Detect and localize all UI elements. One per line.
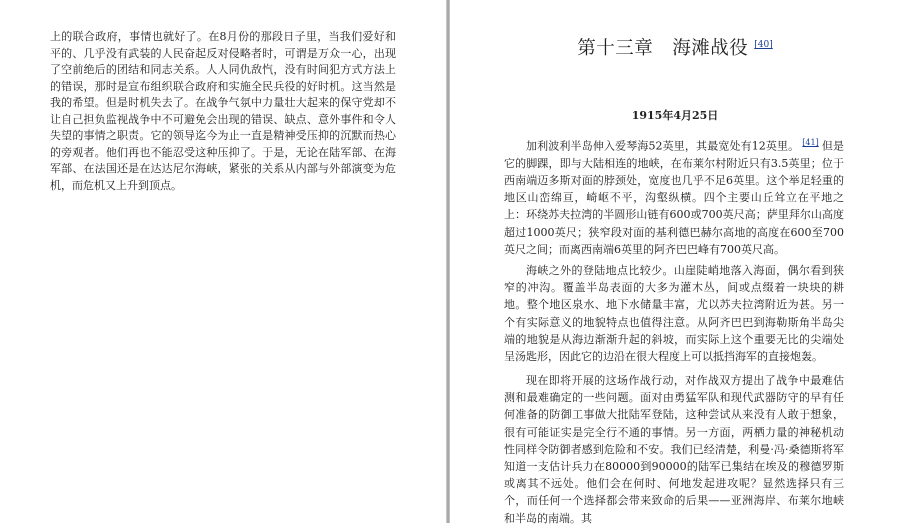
chapter-title [450,34,900,60]
chapter-title-text: 第十三章 海滩战役 [577,38,749,59]
chapter-footnote-link[interactable]: [40] [754,39,773,50]
footnote-link-41[interactable]: [41] [802,138,819,147]
paragraph-2: 海峡之外的登陆地点比较少。山崖陡峭地落入海面，偶尔看到狭窄的冲沟。覆盖半岛表面的大多为灌木丛，间或点缀着一块块的耕地。整个地区泉水、地下水储量丰富，尤以苏夫拉湾附近为甚。另一个有实际意义的地貌特点也值得注意。从阿齐巴巴到海勒斯角半岛尖端的地貌是从海边渐渐升起的斜坡，而实际上这个重要无比的尖端处呈汤匙形，因此它的边沿在很大程度上可以抵挡海军的直接炮轰。 [504,264,844,364]
left-page [0,0,446,523]
paragraph-3: 现在即将开展的这场作战行动，对作战双方提出了战争中最难估测和最难确定的一些问题。面对由勇猛军队和现代武器防守的早有任何准备的防御工事做大批陆军登陆，这种尝试从来没有人敢于想象，很有可能证实是完全行不通的事情。另一方面，两栖力量的神秘机动性同样令防御者感到危险和不安。我们已经清楚，利曼·冯·桑德斯将军知道一支估计兵力在80000到90000的陆军已集结在埃及的穆德罗斯或离其不远处。他们会在何时、何地发起进攻呢？显然选择只有三个，而任何一个选择都会带来致命的后果——亚洲海岸、布莱尔地峡和半岛的南端。其 [504,374,844,525]
right-page [450,0,900,523]
chapter-date: 1915年4月25日 [631,109,719,122]
paragraph-1-text-b: 但是它的脚踝，即与大陆相连的地峡，在布莱尔村附近只有3.5英里；位于西南端迈多斯对面的脖颈处，宽度也几乎不足6英里。这个举足轻重的地区山峦绵亘，崎岖不平，沟壑纵横。四个主要山丘耸立在平地之上：环绕苏夫拉湾的半圆形山链有600或700英尺高；萨里拜尔山高度超过1000英尺；狭窄段对面的基利德巴赫尔高地的高度在600至700英尺之间；而离西南端6英里的阿齐巴巴峰有700英尺高。 [504,139,844,256]
paragraph-1 [504,134,844,258]
left-page-text: 上的联合政府，事情也就好了。在8月份的那段日子里，当我们爱好和平的、几乎没有武装的人民奋起反对侵略者时，可谓是万众一心，出现了空前绝后的团结和同志关系。人人同仇敌忾，没有时间犯方式方法上的错误，那时是宣布组织联合政府和实施全民兵役的好时机。这当然是我的希望。但是时机失去了。在战争气氛中力量壮大起来的保守党却不让自己担负监视战争中不可避免会出现的错误、缺点、意外事件和令人失望的事情之职责。它的领导迄今为止一直是精神受压抑的沉默而热心的旁观者。他们再也不能忍受这种压抑了。于是，无论在陆军部、在海军部、在法国还是在达达尼尔海峡，紧张的关系从内部与外部演变为危机，而危机又上升到顶点。 [50,30,396,192]
paragraph-1-text-a: 加利波利半岛伸入爱琴海52英里，其最宽处有12英里。 [526,139,800,153]
